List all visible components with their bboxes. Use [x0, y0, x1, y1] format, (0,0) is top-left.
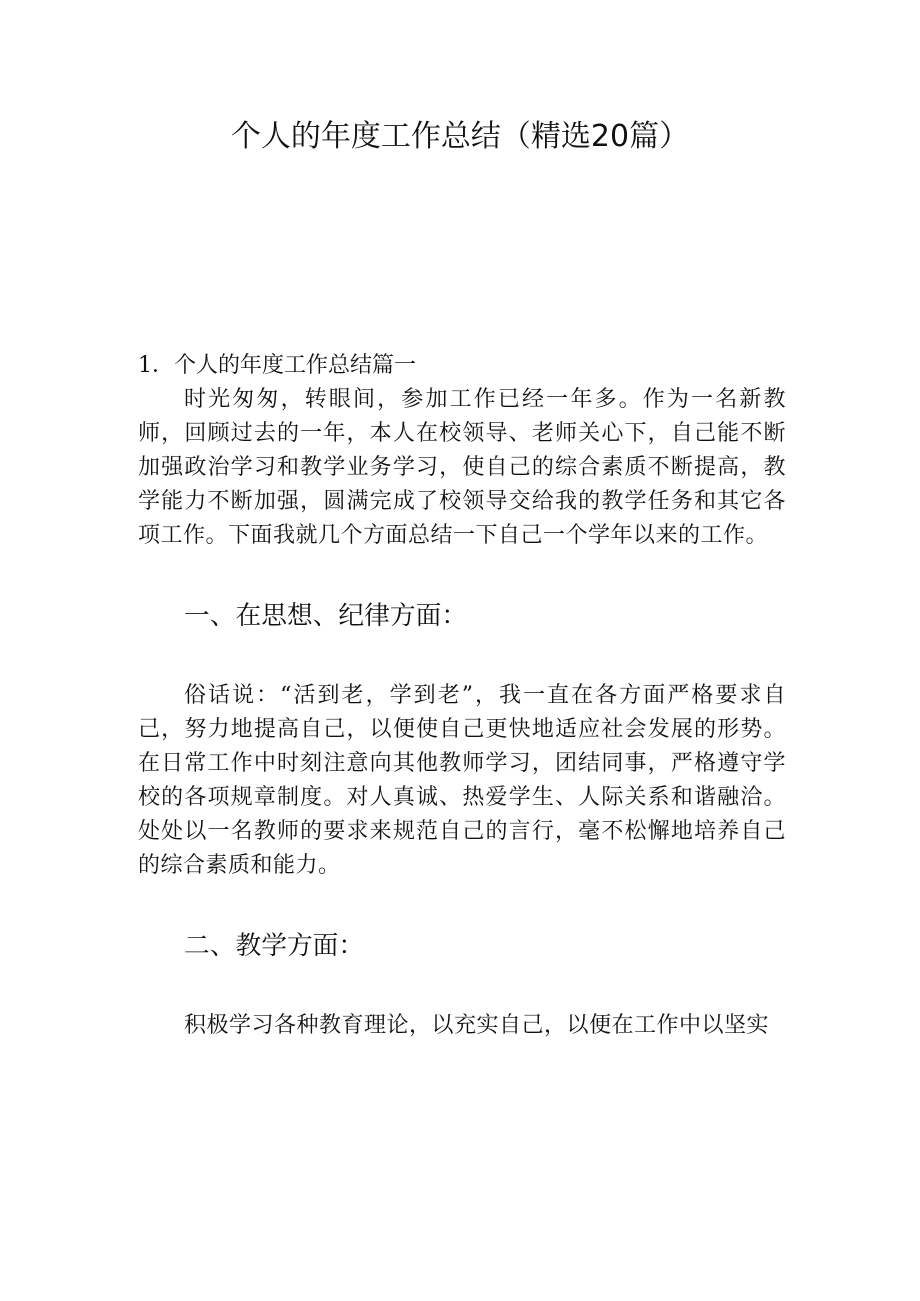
paragraph-spacer: [138, 633, 786, 679]
part1-paragraph: 俗话说：“活到老，学到老”，我一直在各方面严格要求自己，努力地提高自己，以便使自己更快地适应社会发展的形势。在日常工作中时刻注意向其他教师学习，团结同事，严格遵守学校的各项规章制度。对人真诚、热爱学生、人际关系和谐融洽。处处以一名教师的要求来规范自己的言行，毫不松懈地培养自己的综合素质和能力。: [138, 683, 786, 878]
paragraph-spacer: [138, 553, 786, 599]
paragraph-spacer: [138, 883, 786, 929]
intro-paragraph: 时光匆匆，转眼间，参加工作已经一年多。作为一名新教师，回顾过去的一年，本人在校领导、老师关心下，自己能不断加强政治学习和教学业务学习，使自己的综合素质不断提高，教学能力不断加强，圆满完成了校领导交给我的教学任务和其它各项工作。下面我就几个方面总结一下自己一个学年以来的工作。: [138, 387, 786, 548]
part1-heading: 一、在思想、纪律方面：: [184, 601, 468, 631]
section-heading: 1．个人的年度工作总结篇一: [138, 353, 416, 378]
document-title: 个人的年度工作总结（精选20篇）: [230, 119, 690, 154]
part2-paragraph: 积极学习各种教育理论，以充实自己，以便在工作中以坚实: [184, 1013, 770, 1038]
part2-heading: 二、教学方面：: [184, 931, 365, 961]
paragraph-spacer: [138, 963, 786, 1009]
document-body: [138, 349, 786, 1043]
